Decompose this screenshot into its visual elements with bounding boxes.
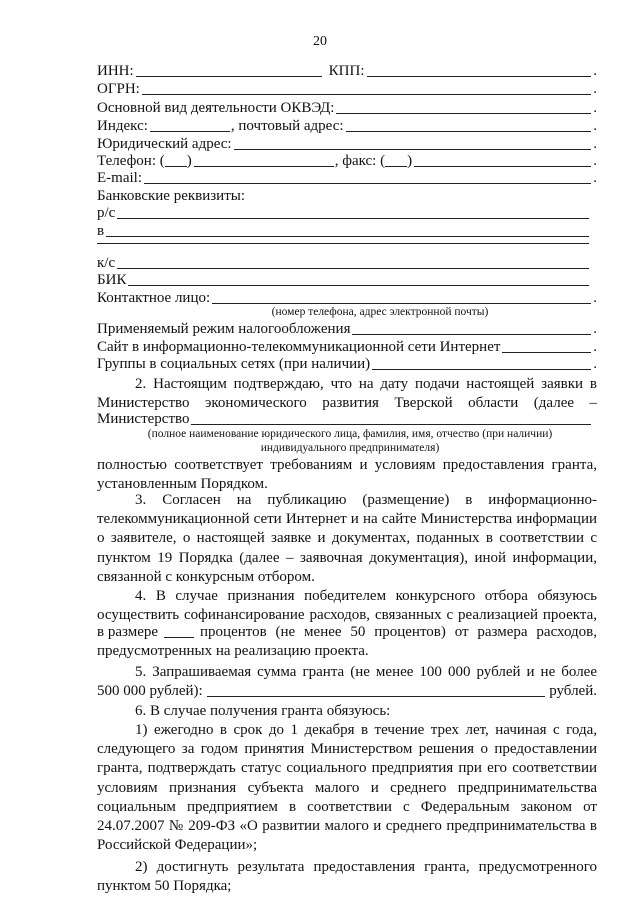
- cofinancing-text: процентов (не менее 50 процентов) от размера расходов,: [200, 624, 597, 640]
- kpp-label: КПП:: [328, 63, 365, 79]
- applicant-name-field[interactable]: [191, 411, 591, 425]
- inn-kpp-row: [97, 62, 597, 80]
- correspondent-account-label: к/с: [97, 255, 116, 271]
- end-dot: .: [593, 170, 597, 186]
- paragraph-6-1: [97, 721, 597, 855]
- email-row: [97, 169, 597, 187]
- paragraph-line: установленным Порядком.: [97, 476, 268, 493]
- tax-regime-row: [97, 320, 597, 338]
- ogrn-row: [97, 80, 597, 98]
- paragraph-line: гранта, подтверждать статус социального предприятия при его соответствии: [97, 760, 597, 777]
- paragraph-line: 24.07.2007 № 209-ФЗ «О развитии малого и среднего предпринимательства в: [97, 818, 597, 835]
- website-field[interactable]: [502, 339, 591, 353]
- correspondent-account-field[interactable]: [117, 255, 589, 269]
- paragraph-6-2: [97, 858, 597, 896]
- paragraph-line: осуществить софинансирование расходов, связанных с реализацией проекта,: [97, 607, 597, 624]
- okved-label: Основной вид деятельности ОКВЭД:: [97, 100, 335, 116]
- paragraph-line: 3. Согласен на публикацию (размещение) в информационно-: [135, 492, 597, 508]
- paragraph-2-cont: [97, 456, 597, 494]
- ogrn-label: ОГРН:: [97, 81, 140, 97]
- paragraph-3: [97, 491, 597, 587]
- paragraph-4-cont: [97, 642, 597, 661]
- settlement-account-label: р/с: [97, 205, 116, 221]
- bank-details-label: Банковские реквизиты:: [97, 188, 246, 204]
- fax-number-field[interactable]: [414, 153, 591, 167]
- tax-regime-label: Применяемый режим налогообложения: [97, 321, 351, 337]
- page-number: 20: [313, 34, 327, 49]
- phone-code-close: ): [186, 153, 192, 169]
- paragraph-line: 2. Настоящим подтверждаю, что на дату подачи настоящей заявки в: [135, 376, 597, 392]
- paragraph-2: [97, 375, 597, 413]
- website-row: [97, 338, 597, 356]
- paragraph-line: связанной с конкурсным отбором.: [97, 568, 315, 585]
- end-dot: .: [593, 153, 597, 169]
- contact-person-field[interactable]: [212, 290, 591, 304]
- paragraph-line: социальным предприятием в соответствии с Федеральным законом от: [97, 798, 597, 815]
- phone-number-field[interactable]: [194, 153, 334, 167]
- index-label: Индекс:: [97, 118, 148, 134]
- phone-code-field[interactable]: [165, 153, 187, 167]
- paragraph-line: 4. В случае признания победителем конкурсного отбора обязуюсь: [135, 588, 597, 604]
- grant-sum-label: 500 000 рублей):: [97, 683, 203, 699]
- bik-label: БИК: [97, 272, 127, 288]
- end-dot: .: [593, 63, 597, 79]
- paragraph-line: телекоммуникационной сети Интернет и на сайте Министерства информации: [97, 511, 597, 528]
- contact-person-label: Контактное лицо:: [97, 290, 211, 306]
- phone-fax-row: [97, 152, 597, 170]
- ogrn-field[interactable]: [142, 81, 591, 95]
- ministry-label: Министерство: [97, 411, 190, 427]
- bank-name-field[interactable]: [106, 223, 589, 237]
- index-postal-row: [97, 117, 597, 135]
- okved-field[interactable]: [336, 100, 591, 114]
- email-field[interactable]: [144, 170, 591, 184]
- grant-sum-unit: рублей.: [549, 683, 597, 699]
- postal-address-label: , почтовый адрес:: [230, 118, 344, 134]
- inn-field[interactable]: [136, 63, 322, 77]
- paragraph-line: 2) достигнуть результата предоставления гранта, предусмотренного: [135, 859, 597, 875]
- website-label: Сайт в информационно-телекоммуникационной сети Интернет: [97, 339, 501, 355]
- cofinancing-label: в размере: [97, 624, 159, 640]
- social-groups-row: [97, 355, 597, 373]
- end-dot: .: [593, 356, 597, 372]
- paragraph-line: полностью соответствует требованиям и условиям предоставления гранта,: [97, 457, 597, 473]
- settlement-account-row: [97, 204, 597, 222]
- social-groups-field[interactable]: [372, 356, 591, 370]
- phone-label: Телефон: (: [97, 153, 165, 169]
- paragraph-line: о заявителе, о настоящей заявке и документах, поданных в соответствии с: [97, 530, 597, 547]
- kpp-field[interactable]: [367, 63, 592, 77]
- paragraph-line: Российской Федерации»;: [97, 837, 258, 854]
- bank-name-row: [97, 222, 597, 240]
- social-groups-label: Группы в социальных сетях (при наличии): [97, 356, 371, 372]
- paragraph-line: 1) ежегодно в срок до 1 декабря в течение трех лет, начиная с года,: [135, 722, 597, 738]
- paragraph-6: [97, 702, 597, 721]
- cofinancing-row: [97, 623, 597, 641]
- end-dot: .: [593, 118, 597, 134]
- inn-label: ИНН:: [97, 63, 134, 79]
- applicant-name-note: (полное наименование юридического лица, фамилия, имя, отчество (при наличии) индивидуального предпринимателя): [147, 428, 553, 454]
- ministry-row: [97, 410, 597, 428]
- paragraph-line: пунктом 19 Порядка (далее – заявочная документация), иной информации,: [97, 549, 597, 566]
- email-label: E-mail:: [97, 170, 142, 186]
- paragraph-line: Министерство экономического развития Тверской области (далее –: [97, 395, 597, 412]
- grant-sum-row: [97, 682, 597, 700]
- index-field[interactable]: [150, 118, 230, 132]
- paragraph-4: [97, 587, 597, 625]
- settlement-account-field[interactable]: [117, 205, 589, 219]
- fax-code-field[interactable]: [385, 153, 407, 167]
- legal-address-label: Юридический адрес:: [97, 136, 232, 152]
- paragraph-line: условиям признания субъекта малого и среднего предпринимательства: [97, 779, 597, 796]
- cofinancing-percent-field[interactable]: [164, 624, 194, 638]
- bank-name-extra-line[interactable]: [97, 243, 589, 244]
- fax-label: , факс: (: [334, 153, 386, 169]
- legal-address-row: [97, 135, 597, 153]
- bik-field[interactable]: [128, 272, 589, 286]
- tax-regime-field[interactable]: [352, 321, 591, 335]
- end-dot: .: [593, 81, 597, 97]
- end-dot: .: [593, 100, 597, 116]
- end-dot: .: [593, 290, 597, 306]
- end-dot: .: [593, 321, 597, 337]
- bank-name-label: в: [97, 223, 105, 239]
- postal-address-field[interactable]: [346, 118, 592, 132]
- okved-row: [97, 99, 597, 117]
- paragraph-5: [97, 663, 597, 682]
- contact-person-note: (номер телефона, адрес электронной почты): [271, 306, 489, 318]
- paragraph-line: предусмотренных на реализацию проекта.: [97, 643, 369, 659]
- grant-sum-field[interactable]: [207, 683, 546, 697]
- fax-code-close: ): [407, 153, 413, 169]
- correspondent-account-row: [97, 254, 597, 272]
- end-dot: .: [593, 339, 597, 355]
- legal-address-field[interactable]: [234, 136, 592, 150]
- paragraph-line: 5. Запрашиваемая сумма гранта (не менее 100 000 рублей и не более: [135, 664, 597, 680]
- paragraph-line: пунктом 50 Порядка;: [97, 878, 232, 895]
- paragraph-line: следующего за годом принятия Министерством решения о предоставлении: [97, 741, 597, 758]
- paragraph-line: 6. В случае получения гранта обязуюсь:: [135, 703, 391, 719]
- bik-row: [97, 271, 597, 289]
- bank-details-row: [97, 187, 597, 205]
- end-dot: .: [593, 136, 597, 152]
